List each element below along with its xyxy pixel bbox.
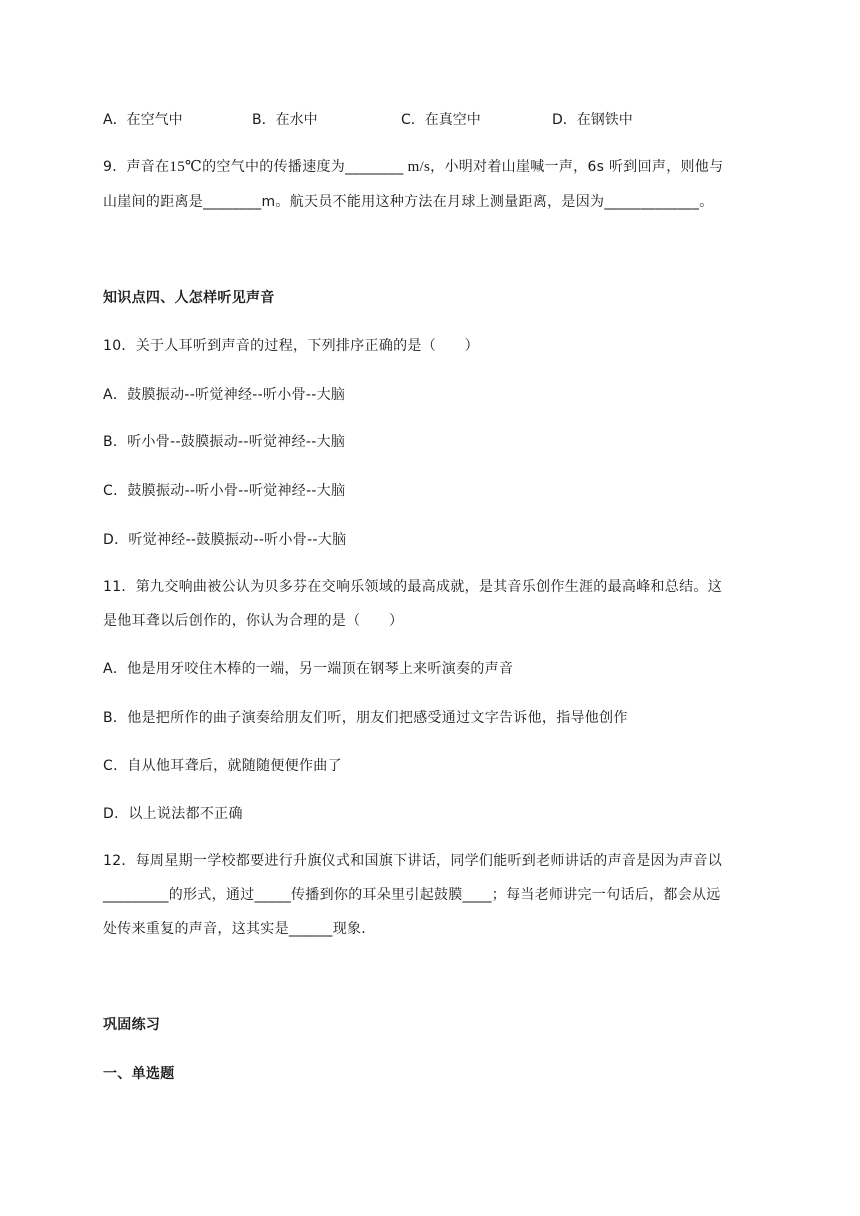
q11-option-c: C．自从他耳聋后，就随随便便作曲了 bbox=[103, 758, 342, 774]
q11-option-d: D．以上说法都不正确 bbox=[103, 806, 243, 822]
q10-option-d: D．听觉神经--鼓膜振动--听小骨--大脑 bbox=[103, 532, 347, 548]
section-title-practice: 巩固练习 bbox=[103, 1017, 161, 1033]
q8-option-c: C．在真空中 bbox=[401, 112, 481, 128]
q9-temperature: 15℃ bbox=[169, 159, 203, 175]
q12-line-1: 12．每周星期一学校都要进行升旗仪式和国旗下讲话，同学们能听到老师讲话的声音是因为声音以 bbox=[103, 853, 723, 869]
q10-option-c: C．鼓膜振动--听小骨--听觉神经--大脑 bbox=[103, 483, 346, 499]
q9-text-a: 9．声音在 bbox=[103, 159, 170, 175]
q10-option-b: B．听小骨--鼓膜振动--听觉神经--大脑 bbox=[103, 434, 346, 450]
section-title-knowledge-4: 知识点四、人怎样听见声音 bbox=[103, 290, 275, 306]
q9-text-c: ，小明对着山崖喊一声，6s 听到回声，则他与 bbox=[430, 159, 724, 175]
q9-text-b: 的空气中的传播速度为________ bbox=[202, 159, 404, 175]
q10-option-a: A．鼓膜振动--听觉神经--听小骨--大脑 bbox=[103, 387, 346, 403]
q12-line-2: _________的形式，通过_____传播到你的耳朵里引起鼓膜____；每当老师讲完一句话后，都会从远 bbox=[103, 887, 721, 903]
q8-option-a: A．在空气中 bbox=[103, 112, 183, 128]
q11-option-a: A．他是用牙咬住木棒的一端，另一端顶在钢琴上来听演奏的声音 bbox=[103, 661, 514, 677]
q9-line-1 bbox=[103, 157, 723, 177]
q9-unit: m/s bbox=[403, 159, 431, 175]
q11-option-b: B．他是把所作的曲子演奏给朋友们听，朋友们把感受通过文字告诉他，指导他创作 bbox=[103, 710, 628, 726]
q11-stem-line-1: 11．第九交响曲被公认为贝多芬在交响乐领域的最高成就，是其音乐创作生涯的最高峰和总结。这 bbox=[103, 579, 723, 595]
q9-line-2: 山崖间的距离是________m。航天员不能用这种方法在月球上测量距离，是因为_____________。 bbox=[103, 194, 714, 210]
q11-stem-line-2: 是他耳聋以后创作的，你认为合理的是（ ） bbox=[103, 613, 404, 629]
q10-stem: 10．关于人耳听到声音的过程，下列排序正确的是（ ） bbox=[103, 338, 479, 354]
q8-option-d: D．在钢铁中 bbox=[552, 112, 633, 128]
section-title-single-choice: 一、单选题 bbox=[103, 1066, 175, 1082]
q8-option-b: B．在水中 bbox=[252, 112, 318, 128]
q12-line-3: 处传来重复的声音，这其实是______现象. bbox=[103, 921, 367, 937]
